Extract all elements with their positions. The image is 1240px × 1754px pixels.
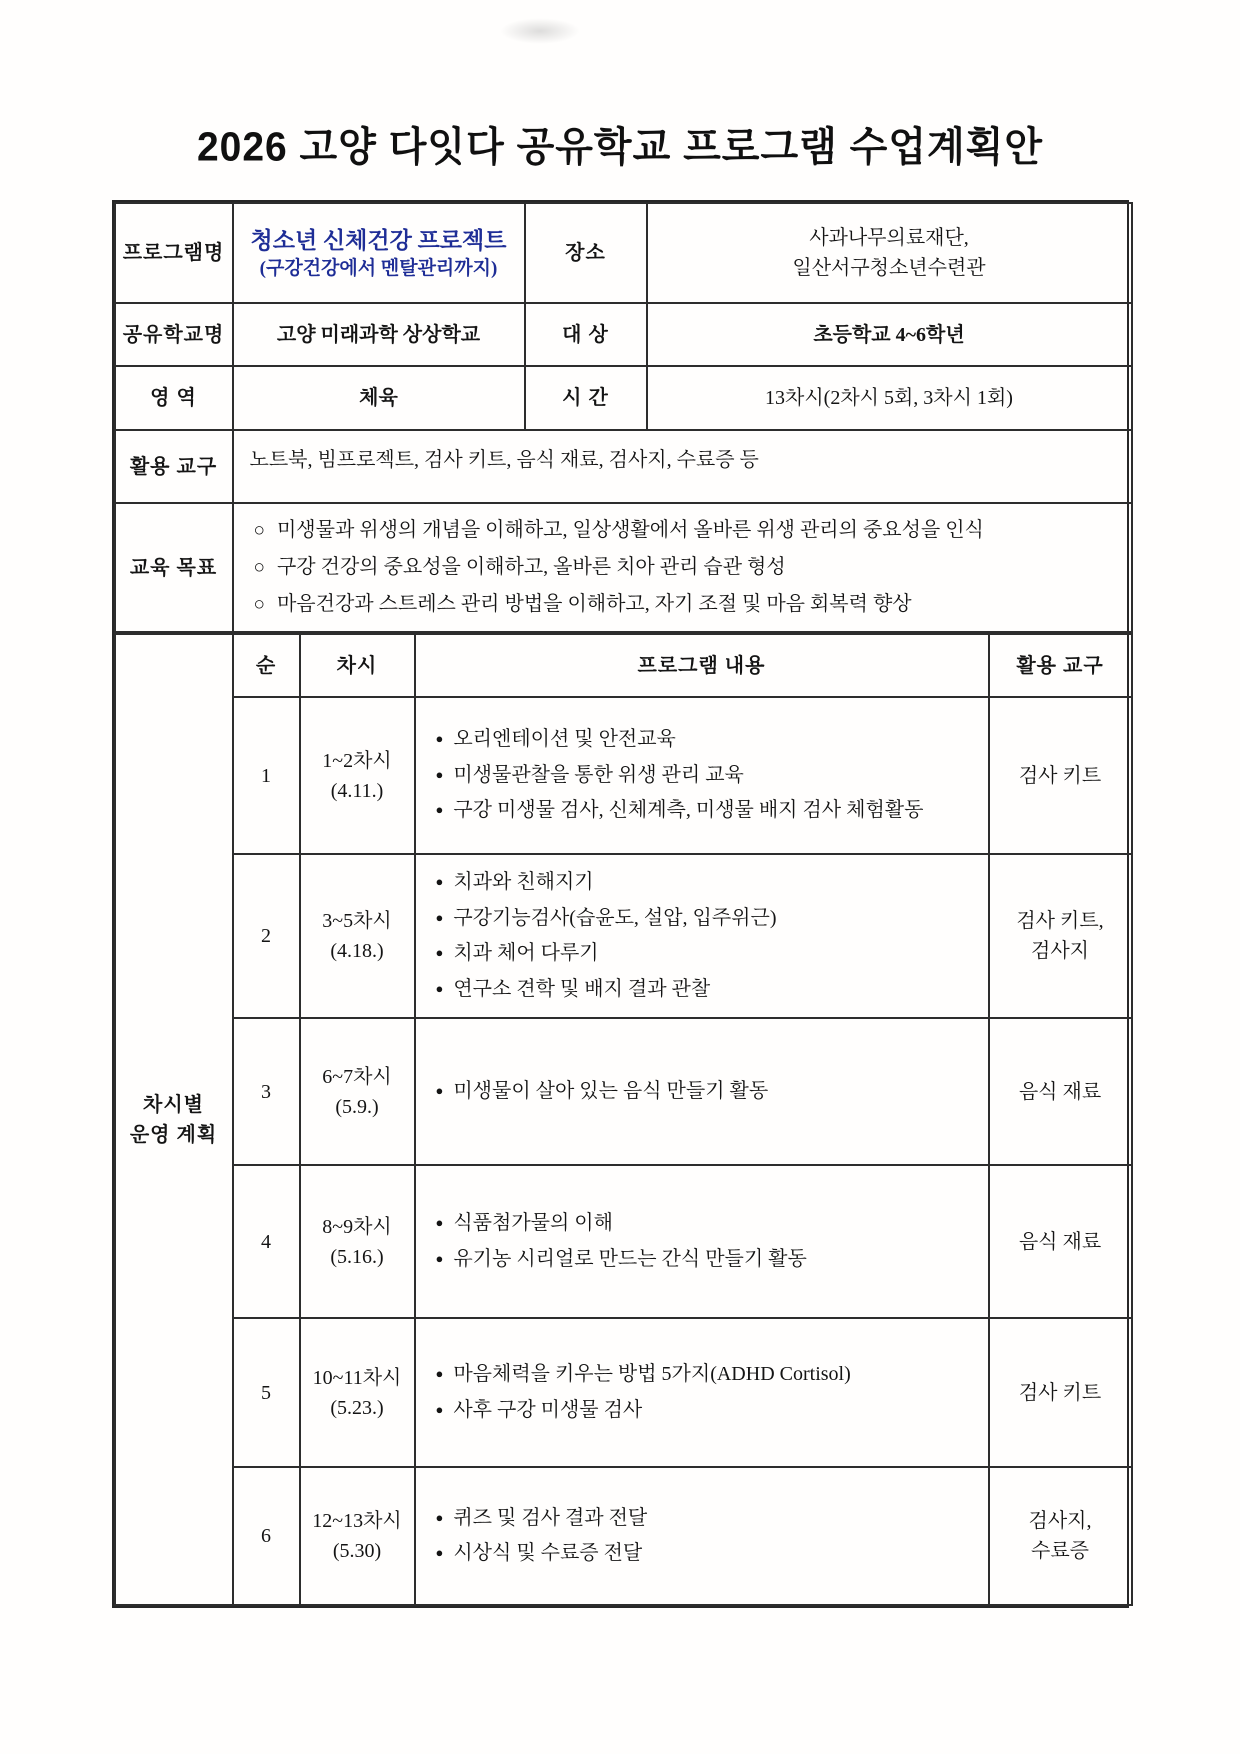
content-text: 미생물관찰을 통한 위생 관리 교육 bbox=[453, 763, 744, 786]
goal-item bbox=[254, 586, 1121, 623]
goals-cell bbox=[233, 503, 1132, 632]
tools-line2: 검사지 bbox=[1031, 940, 1089, 963]
row-content bbox=[415, 1018, 989, 1165]
col-header-session: 차시 bbox=[300, 634, 415, 697]
content-item bbox=[436, 972, 980, 1008]
schedule-row bbox=[115, 697, 1132, 854]
goal-item bbox=[254, 549, 1121, 586]
document-title: 2026 고양 다잇다 공유학교 프로그램 수업계획안 bbox=[196, 125, 1044, 170]
dot-bullet-icon: ● bbox=[435, 945, 444, 961]
row-content bbox=[415, 854, 989, 1018]
tools-cell bbox=[233, 430, 1132, 503]
tools-label: 활용 교구 bbox=[115, 430, 233, 503]
tools-line1: 검사 키트 bbox=[1018, 764, 1102, 787]
session-date: (5.23.) bbox=[330, 1396, 384, 1419]
content-item bbox=[436, 1536, 980, 1572]
row-no: 4 bbox=[233, 1165, 300, 1318]
time-label: 시 간 bbox=[525, 366, 647, 430]
schedule-row bbox=[115, 1018, 1132, 1165]
row-tools bbox=[989, 1467, 1132, 1605]
content-item bbox=[436, 901, 980, 937]
row-no: 2 bbox=[233, 854, 300, 1018]
goals-label: 교육 목표 bbox=[115, 503, 233, 632]
row-tools bbox=[989, 854, 1132, 1018]
scan-artifact bbox=[500, 18, 580, 44]
row-content bbox=[415, 697, 989, 854]
row-no: 3 bbox=[233, 1018, 300, 1165]
row-no: 1 bbox=[233, 697, 300, 854]
content-text: 시상식 및 수료증 전달 bbox=[453, 1542, 643, 1565]
row-goals bbox=[115, 503, 1132, 632]
row-tools bbox=[989, 1018, 1132, 1165]
program-subtitle-value: (구강건강에서 멘탈관리까지) bbox=[259, 257, 498, 279]
content-text: 퀴즈 및 검사 결과 전달 bbox=[453, 1506, 648, 1529]
content-text: 치과와 친해지기 bbox=[453, 871, 594, 893]
row-session bbox=[300, 1318, 415, 1467]
area-label: 영 역 bbox=[115, 366, 233, 430]
circle-bullet-icon: ○ bbox=[253, 520, 265, 541]
content-item bbox=[436, 722, 980, 758]
col-header-content: 프로그램 내용 bbox=[415, 634, 989, 697]
tools-line1: 검사 키트, bbox=[1016, 910, 1104, 933]
row-content bbox=[415, 1165, 989, 1318]
row-tools bbox=[989, 1318, 1132, 1467]
session-range: 8~9차시 bbox=[322, 1215, 392, 1238]
content-text: 사후 구강 미생물 검사 bbox=[453, 1398, 643, 1421]
row-tools bbox=[989, 697, 1132, 854]
row-content bbox=[415, 1467, 989, 1605]
content-list bbox=[416, 855, 988, 1017]
row-session bbox=[300, 1467, 415, 1605]
session-range: 10~11차시 bbox=[312, 1366, 402, 1389]
session-date: (5.16.) bbox=[330, 1245, 384, 1268]
dot-bullet-icon: ● bbox=[435, 1509, 444, 1525]
content-text: 구강기능검사(습윤도, 설압, 입주위근) bbox=[453, 906, 777, 929]
col-header-tools: 활용 교구 bbox=[989, 634, 1132, 697]
dot-bullet-icon: ● bbox=[435, 802, 444, 818]
row-session bbox=[300, 854, 415, 1018]
tools-line1: 검사지, bbox=[1028, 1510, 1092, 1533]
session-range: 1~2차시 bbox=[322, 749, 392, 772]
content-text: 치과 체어 다루기 bbox=[453, 942, 599, 965]
row-session bbox=[300, 1018, 415, 1165]
content-text: 유기농 시리얼로 만드는 간식 만들기 활동 bbox=[453, 1247, 807, 1270]
session-range: 12~13차시 bbox=[312, 1510, 402, 1533]
circle-bullet-icon: ○ bbox=[253, 594, 265, 615]
content-item bbox=[436, 793, 980, 829]
content-text: 구강 미생물 검사, 신체계측, 미생물 배지 검사 체험활동 bbox=[453, 799, 924, 822]
content-item bbox=[436, 936, 980, 972]
section-label-line1: 차시별 bbox=[143, 1093, 204, 1116]
content-item bbox=[436, 758, 980, 794]
dot-bullet-icon: ● bbox=[435, 1215, 444, 1231]
tools-line1: 검사 키트 bbox=[1018, 1381, 1102, 1404]
program-info-table bbox=[114, 202, 1133, 633]
session-date: (5.30) bbox=[332, 1540, 382, 1563]
content-list bbox=[416, 1064, 988, 1120]
row-content bbox=[415, 1318, 989, 1467]
row-no: 6 bbox=[233, 1467, 300, 1605]
goal-text: 미생물과 위생의 개념을 이해하고, 일상생활에서 올바른 위생 관리의 중요성을 인식 bbox=[276, 519, 984, 541]
row-tools bbox=[989, 1165, 1132, 1318]
content-text: 오리엔테이션 및 안전교육 bbox=[453, 728, 676, 751]
program-name-label: 프로그램명 bbox=[115, 203, 233, 303]
schedule-row bbox=[115, 1165, 1132, 1318]
session-range: 6~7차시 bbox=[322, 1065, 392, 1088]
circle-bullet-icon: ○ bbox=[253, 557, 265, 578]
dot-bullet-icon: ● bbox=[435, 731, 444, 747]
dot-bullet-icon: ● bbox=[435, 766, 444, 782]
goal-text: 구강 건강의 중요성을 이해하고, 올바른 치아 관리 습관 형성 bbox=[276, 556, 786, 578]
row-session bbox=[300, 697, 415, 854]
content-item bbox=[436, 1206, 980, 1242]
tools-value: 노트북, 빔프로젝트, 검사 키트, 음식 재료, 검사지, 수료증 등 bbox=[249, 448, 759, 471]
content-list bbox=[416, 1347, 988, 1438]
schedule-row bbox=[115, 1318, 1132, 1467]
dot-bullet-icon: ● bbox=[435, 874, 444, 889]
content-item bbox=[436, 1242, 980, 1278]
section-label-line2: 운영 계획 bbox=[129, 1123, 218, 1146]
tools-line1: 음식 재료 bbox=[1018, 1230, 1102, 1253]
dot-bullet-icon: ● bbox=[435, 1366, 444, 1382]
col-header-no: 순 bbox=[233, 634, 300, 697]
content-text: 미생물이 살아 있는 음식 만들기 활동 bbox=[453, 1080, 769, 1103]
school-name-label: 공유학교명 bbox=[115, 303, 233, 366]
area-value: 체육 bbox=[233, 366, 525, 430]
row-no: 5 bbox=[233, 1318, 300, 1467]
content-list bbox=[416, 1491, 988, 1582]
section-label-cell bbox=[115, 634, 233, 1605]
dot-bullet-icon: ● bbox=[435, 1545, 444, 1561]
row-program bbox=[115, 203, 1132, 303]
place-value-line2: 일산서구청소년수련관 bbox=[792, 257, 986, 279]
place-label: 장소 bbox=[525, 203, 647, 303]
row-tools bbox=[115, 430, 1132, 503]
goal-item bbox=[254, 512, 1121, 549]
tools-line1: 음식 재료 bbox=[1018, 1080, 1102, 1103]
dot-bullet-icon: ● bbox=[435, 980, 444, 996]
target-value: 초등학교 4~6학년 bbox=[647, 303, 1132, 366]
row-school bbox=[115, 303, 1132, 366]
content-item bbox=[436, 1357, 980, 1393]
row-area bbox=[115, 366, 1132, 430]
content-item bbox=[436, 1501, 980, 1537]
program-name-cell bbox=[233, 203, 525, 303]
content-text: 식품첨가물의 이해 bbox=[453, 1212, 613, 1235]
session-date: (5.9.) bbox=[335, 1095, 379, 1118]
content-item bbox=[436, 1074, 980, 1110]
schedule-row bbox=[115, 854, 1132, 1018]
tools-line2: 수료증 bbox=[1031, 1540, 1089, 1563]
program-name-value: 청소년 신체건강 프로젝트 bbox=[250, 227, 507, 253]
place-cell bbox=[647, 203, 1132, 303]
session-date: (4.18.) bbox=[330, 940, 384, 963]
schedule-table bbox=[114, 633, 1133, 1606]
session-date: (4.11.) bbox=[330, 779, 384, 802]
content-item bbox=[436, 1393, 980, 1429]
dot-bullet-icon: ● bbox=[435, 1250, 444, 1266]
content-text: 마음체력을 키우는 방법 5가지(ADHD Cortisol) bbox=[453, 1363, 851, 1386]
row-session bbox=[300, 1165, 415, 1318]
content-list bbox=[416, 1196, 988, 1287]
content-text: 연구소 견학 및 배지 결과 관찰 bbox=[453, 977, 711, 1000]
goal-text: 마음건강과 스트레스 관리 방법을 이해하고, 자기 조절 및 마음 회복력 향상 bbox=[276, 593, 912, 615]
dot-bullet-icon: ● bbox=[435, 1083, 444, 1099]
dot-bullet-icon: ● bbox=[435, 1401, 444, 1417]
goal-list bbox=[234, 504, 1131, 631]
dot-bullet-icon: ● bbox=[435, 909, 444, 925]
session-range: 3~5차시 bbox=[322, 910, 392, 933]
place-value-line1: 사과나무의료재단, bbox=[809, 227, 969, 249]
target-label: 대 상 bbox=[525, 303, 647, 366]
content-list bbox=[416, 712, 988, 839]
schedule-row bbox=[115, 1467, 1132, 1605]
lesson-plan-table bbox=[112, 200, 1129, 1608]
time-value: 13차시(2차시 5회, 3차시 1회) bbox=[647, 366, 1132, 430]
schedule-header-row bbox=[115, 634, 1132, 697]
content-item bbox=[436, 865, 980, 901]
school-name-value: 고양 미래과학 상상학교 bbox=[233, 303, 525, 366]
